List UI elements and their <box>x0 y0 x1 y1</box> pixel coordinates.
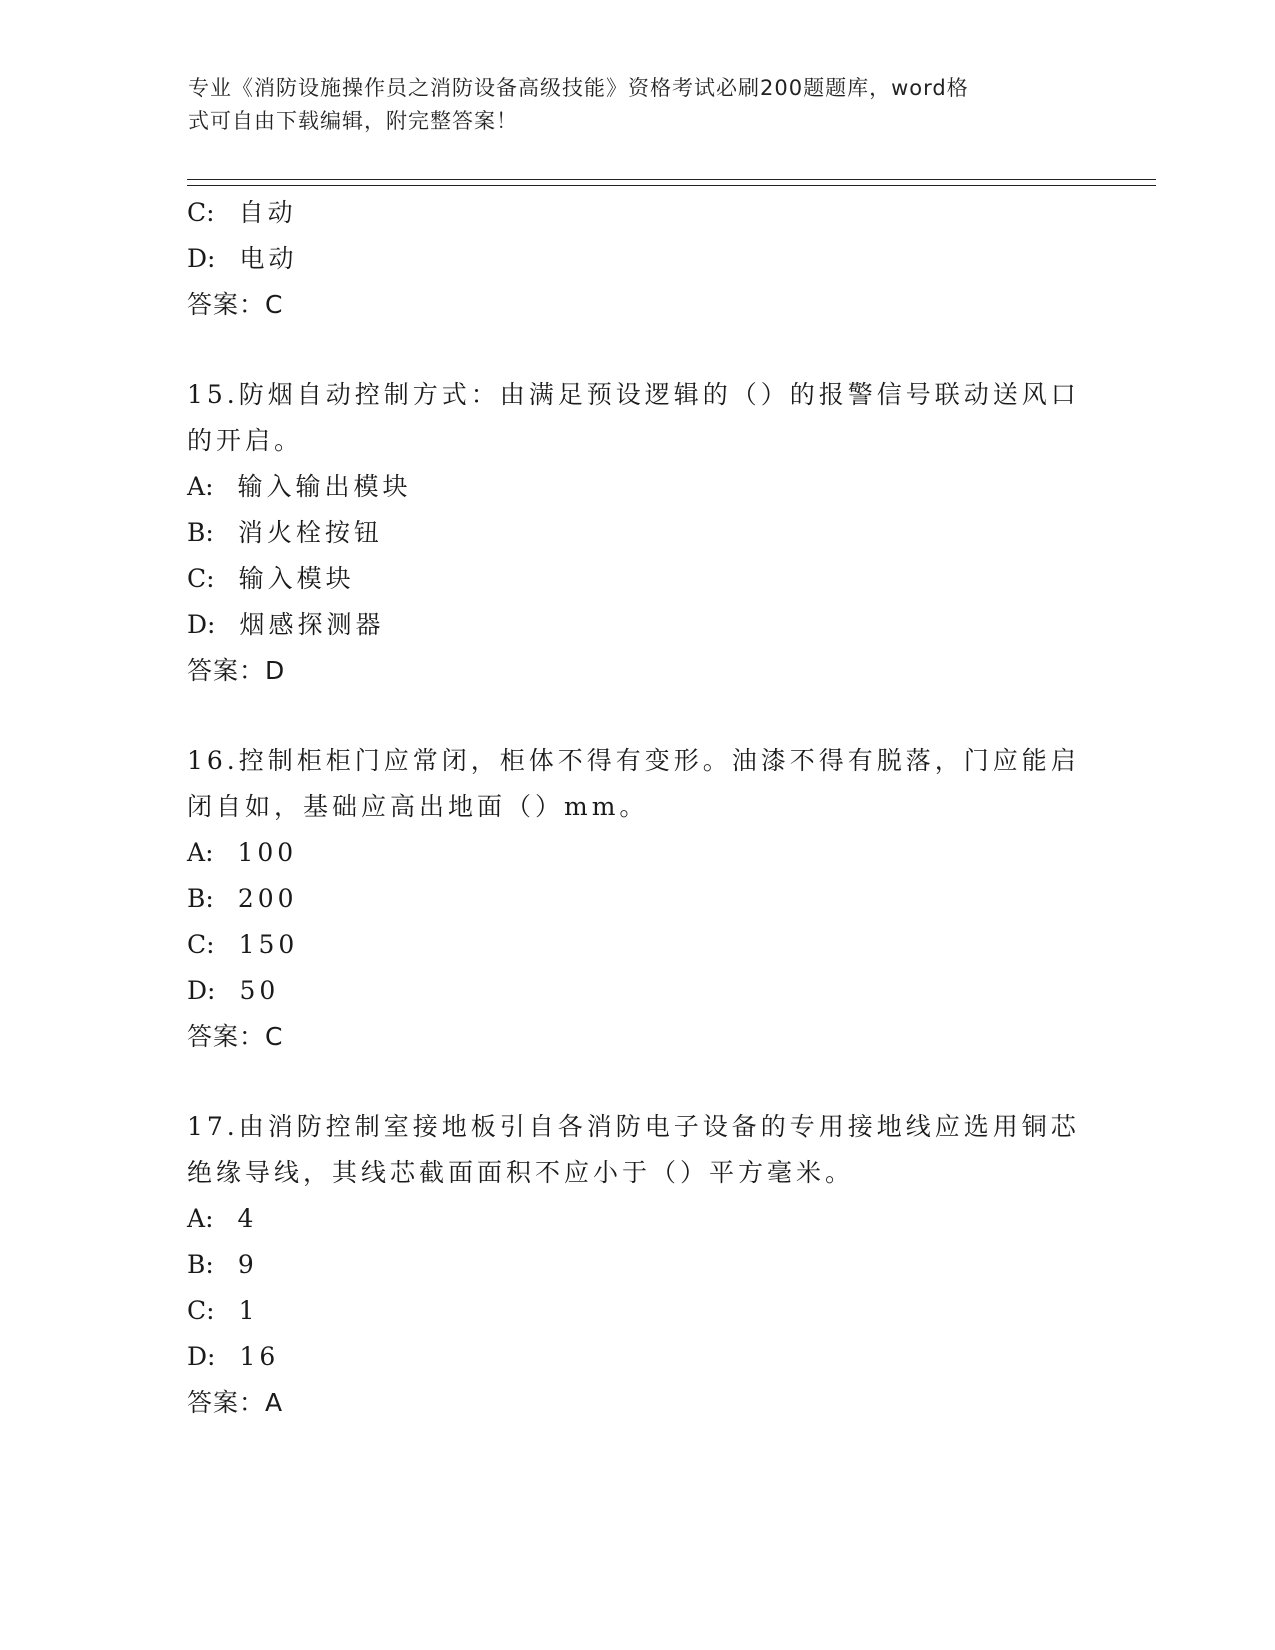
option-text: 输入输出模块 <box>237 472 412 501</box>
option-text: 自动 <box>238 198 297 227</box>
option-key: C <box>187 1296 207 1325</box>
option-text: 消火栓按钮 <box>237 518 383 547</box>
option-colon: : <box>206 930 219 959</box>
option-key: B <box>187 1250 206 1279</box>
question-stem <box>187 1104 1087 1196</box>
stem-line: 17.由消防控制室接地板引自各消防电子设备的专用接地线应选用铜芯 <box>187 1112 1080 1141</box>
option-colon: : <box>205 472 218 501</box>
answer-line: 答案：D <box>187 656 286 685</box>
option-colon: : <box>206 564 219 593</box>
option-key: A <box>187 1204 206 1233</box>
option-key: D <box>187 610 208 639</box>
option-d <box>187 1334 1087 1380</box>
option-key: D <box>187 1342 208 1371</box>
question-list <box>187 190 1087 1426</box>
option-key: B <box>187 518 206 547</box>
header-line-1: 专业《消防设施操作员之消防设备高级技能》资格考试必刷200题题库，word格 <box>188 76 969 100</box>
answer-line: 答案：C <box>187 290 284 319</box>
option-text: 16 <box>239 1342 280 1371</box>
option-d <box>187 968 1087 1014</box>
header-line-2: 式可自由下载编辑，附完整答案！ <box>188 109 518 133</box>
answer-line: 答案：C <box>187 1022 284 1051</box>
question-17 <box>187 1104 1087 1426</box>
option-colon: : <box>207 976 220 1005</box>
option-key: D <box>187 244 208 273</box>
option-text: 150 <box>238 930 299 959</box>
option-colon: : <box>205 1250 218 1279</box>
option-d <box>187 602 1087 648</box>
option-d <box>187 236 1087 282</box>
option-c <box>187 556 1087 602</box>
option-key: A <box>187 472 206 501</box>
option-key: C <box>187 930 207 959</box>
option-text: 200 <box>237 884 298 913</box>
stem-line: 16.控制柜柜门应常闭，柜体不得有变形。油漆不得有脱落，门应能启 <box>187 746 1080 775</box>
option-key: C <box>187 198 207 227</box>
option-colon: : <box>206 198 219 227</box>
stem-line: 15.防烟自动控制方式：由满足预设逻辑的（）的报警信号联动送风口 <box>187 380 1080 409</box>
option-colon: : <box>207 610 220 639</box>
option-a <box>187 464 1087 510</box>
answer-line: 答案：A <box>187 1388 284 1417</box>
option-b <box>187 876 1087 922</box>
option-text: 输入模块 <box>238 564 355 593</box>
option-text: 烟感探测器 <box>239 610 385 639</box>
option-colon: : <box>205 884 218 913</box>
option-colon: : <box>205 518 218 547</box>
option-colon: : <box>205 838 218 867</box>
option-key: C <box>187 564 207 593</box>
continued-question <box>187 190 1087 328</box>
option-key: A <box>187 838 206 867</box>
document-header <box>188 72 1068 138</box>
option-text: 100 <box>237 838 298 867</box>
option-colon: : <box>207 1342 220 1371</box>
option-a <box>187 830 1087 876</box>
option-b <box>187 1242 1087 1288</box>
header-divider <box>187 179 1156 186</box>
option-c <box>187 922 1087 968</box>
question-stem <box>187 372 1087 464</box>
option-colon: : <box>206 1296 219 1325</box>
option-a <box>187 1196 1087 1242</box>
stem-line: 的开启。 <box>187 426 304 455</box>
option-text: 50 <box>239 976 280 1005</box>
option-text: 4 <box>237 1204 258 1233</box>
option-text: 1 <box>238 1296 259 1325</box>
question-16 <box>187 738 1087 1060</box>
question-stem <box>187 738 1087 830</box>
option-text: 电动 <box>239 244 298 273</box>
option-c <box>187 1288 1087 1334</box>
option-key: B <box>187 884 206 913</box>
option-colon: : <box>207 244 220 273</box>
stem-line: 闭自如，基础应高出地面（）mm。 <box>187 792 649 821</box>
question-15 <box>187 372 1087 694</box>
option-colon: : <box>205 1204 218 1233</box>
stem-line: 绝缘导线，其线芯截面面积不应小于（）平方毫米。 <box>187 1158 855 1187</box>
option-text: 9 <box>237 1250 258 1279</box>
option-b <box>187 510 1087 556</box>
option-key: D <box>187 976 208 1005</box>
option-c <box>187 190 1087 236</box>
